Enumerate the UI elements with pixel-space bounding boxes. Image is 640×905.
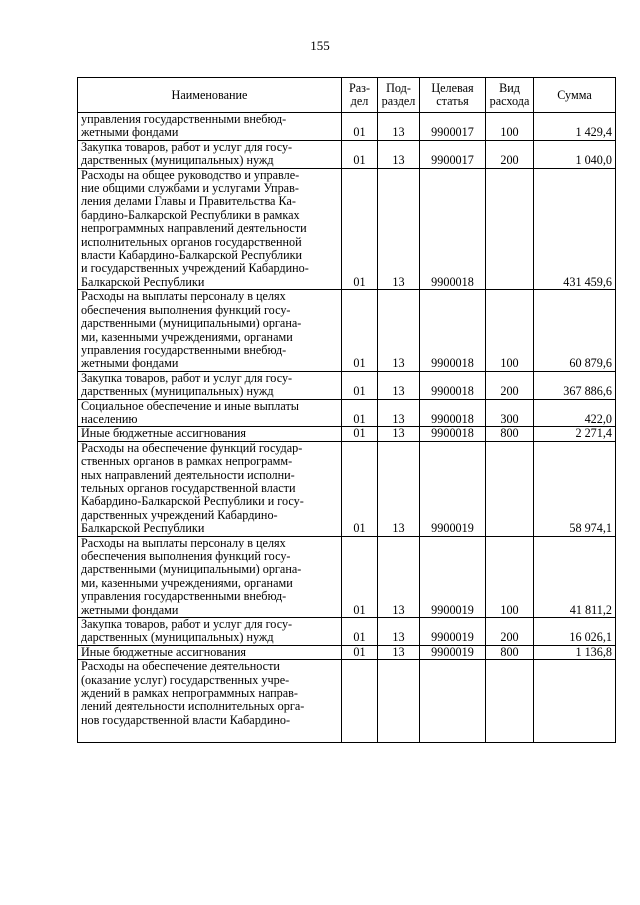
- cell-kind: 300: [486, 399, 534, 427]
- header-target: [420, 78, 486, 113]
- cell-section: 01: [342, 645, 378, 659]
- header-kind-line1: Вид: [499, 81, 520, 95]
- table-row: [78, 399, 616, 427]
- cell-kind: 200: [486, 140, 534, 168]
- cell-target: 9900019: [420, 645, 486, 659]
- cell-name: Социальное обеспечение и иные выплаты населению: [78, 399, 342, 427]
- cell-name: Расходы на обеспечение деятельности (оказание услуг) государственных учре- ждений в рамках непрограммных направ- лений деятельности исполнительных орга- нов государственной власти Кабардино-: [78, 660, 342, 743]
- table-row: [78, 168, 616, 290]
- cell-name: управления государственными внебюд- жетными фондами: [78, 113, 342, 141]
- cell-target: 9900018: [420, 168, 486, 290]
- cell-target: 9900019: [420, 536, 486, 617]
- cell-section: 01: [342, 441, 378, 536]
- cell-name: Закупка товаров, работ и услуг для госу- дарственных (муниципальных) нужд: [78, 140, 342, 168]
- cell-target: [420, 660, 486, 743]
- table-row: [78, 660, 616, 743]
- cell-sum: [534, 660, 616, 743]
- cell-target: 9900018: [420, 427, 486, 441]
- cell-name: Расходы на обеспечение функций государ- ственных органов в рамках непрограмм- ных направлений деятельности исполни- тельных органов государственной власти Кабардино-Балкарской Республики и госу- дарственных учреждений Кабардино- Балкарской Республики: [78, 441, 342, 536]
- cell-section: 01: [342, 618, 378, 646]
- cell-sum: 41 811,2: [534, 536, 616, 617]
- cell-kind: 200: [486, 371, 534, 399]
- cell-section: 01: [342, 371, 378, 399]
- cell-sum: 60 879,6: [534, 290, 616, 371]
- cell-name: Иные бюджетные ассигнования: [78, 427, 342, 441]
- cell-section: 01: [342, 399, 378, 427]
- header-name: Наименование: [78, 78, 342, 113]
- page-number: 155: [310, 38, 330, 53]
- cell-kind: 800: [486, 645, 534, 659]
- cell-section: 01: [342, 427, 378, 441]
- cell-target: 9900019: [420, 441, 486, 536]
- cell-section: [342, 660, 378, 743]
- cell-sum: 2 271,4: [534, 427, 616, 441]
- cell-name: Иные бюджетные ассигнования: [78, 645, 342, 659]
- cell-target: 9900017: [420, 140, 486, 168]
- cell-sum: 431 459,6: [534, 168, 616, 290]
- cell-kind: [486, 660, 534, 743]
- cell-subsection: 13: [378, 168, 420, 290]
- cell-kind: [486, 441, 534, 536]
- cell-kind: 200: [486, 618, 534, 646]
- cell-section: 01: [342, 168, 378, 290]
- cell-subsection: 13: [378, 290, 420, 371]
- cell-subsection: 13: [378, 536, 420, 617]
- header-subsection: [378, 78, 420, 113]
- cell-subsection: 13: [378, 140, 420, 168]
- table-body: [78, 113, 616, 743]
- cell-target: 9900019: [420, 618, 486, 646]
- cell-subsection: 13: [378, 645, 420, 659]
- budget-table: [77, 77, 616, 743]
- table-row: [78, 140, 616, 168]
- header-subsection-line1: Под-: [386, 81, 411, 95]
- cell-sum: 1 040,0: [534, 140, 616, 168]
- cell-sum: 367 886,6: [534, 371, 616, 399]
- cell-subsection: 13: [378, 618, 420, 646]
- cell-subsection: 13: [378, 113, 420, 141]
- table-row: [78, 536, 616, 617]
- header-section-line1: Раз-: [348, 81, 371, 95]
- cell-name: Расходы на выплаты персоналу в целях обеспечения выполнения функций госу- дарственными (муниципальными) органа- ми, казенными учреждениями, органами управления государственными внебюд- жетными фондами: [78, 290, 342, 371]
- cell-sum: 1 429,4: [534, 113, 616, 141]
- cell-kind: [486, 168, 534, 290]
- cell-subsection: 13: [378, 399, 420, 427]
- cell-kind: 800: [486, 427, 534, 441]
- cell-section: 01: [342, 536, 378, 617]
- cell-target: 9900017: [420, 113, 486, 141]
- cell-name: Расходы на общее руководство и управле- ние общими службами и услугами Управ- ления делами Главы и Правительства Ка- бардино-Балкарской Республики в рамках непрограммных направлений деятельности исполнительных органов государственной власти Кабардино-Балкарской Республики и государственных учреждений Кабардино- Балкарской Республики: [78, 168, 342, 290]
- cell-sum: 16 026,1: [534, 618, 616, 646]
- cell-subsection: 13: [378, 441, 420, 536]
- table-row: [78, 645, 616, 659]
- cell-name: Закупка товаров, работ и услуг для госу- дарственных (муниципальных) нужд: [78, 618, 342, 646]
- header-section: [342, 78, 378, 113]
- header-subsection-line2: раздел: [381, 94, 416, 108]
- header-section-line2: дел: [350, 94, 369, 108]
- table-row: [78, 113, 616, 141]
- cell-section: 01: [342, 113, 378, 141]
- cell-kind: 100: [486, 113, 534, 141]
- cell-section: 01: [342, 140, 378, 168]
- cell-subsection: 13: [378, 427, 420, 441]
- cell-subsection: 13: [378, 371, 420, 399]
- header-target-line2: статья: [436, 94, 469, 108]
- header-target-line1: Целевая: [431, 81, 474, 95]
- table-row: [78, 441, 616, 536]
- cell-subsection: [378, 660, 420, 743]
- cell-name: Закупка товаров, работ и услуг для госу- дарственных (муниципальных) нужд: [78, 371, 342, 399]
- cell-name: Расходы на выплаты персоналу в целях обеспечения выполнения функций госу- дарственными (муниципальными) органа- ми, казенными учреждениями, органами управления государственными внебюд- жетными фондами: [78, 536, 342, 617]
- cell-target: 9900018: [420, 371, 486, 399]
- table-row: [78, 427, 616, 441]
- header-kind: [486, 78, 534, 113]
- header-sum: Сумма: [534, 78, 616, 113]
- table-header: [78, 78, 616, 113]
- cell-target: 9900018: [420, 290, 486, 371]
- cell-kind: 100: [486, 536, 534, 617]
- cell-sum: 58 974,1: [534, 441, 616, 536]
- header-kind-line2: расхода: [489, 94, 530, 108]
- table-row: [78, 371, 616, 399]
- cell-target: 9900018: [420, 399, 486, 427]
- table-row: [78, 618, 616, 646]
- cell-section: 01: [342, 290, 378, 371]
- cell-sum: 1 136,8: [534, 645, 616, 659]
- cell-kind: 100: [486, 290, 534, 371]
- cell-sum: 422,0: [534, 399, 616, 427]
- table-row: [78, 290, 616, 371]
